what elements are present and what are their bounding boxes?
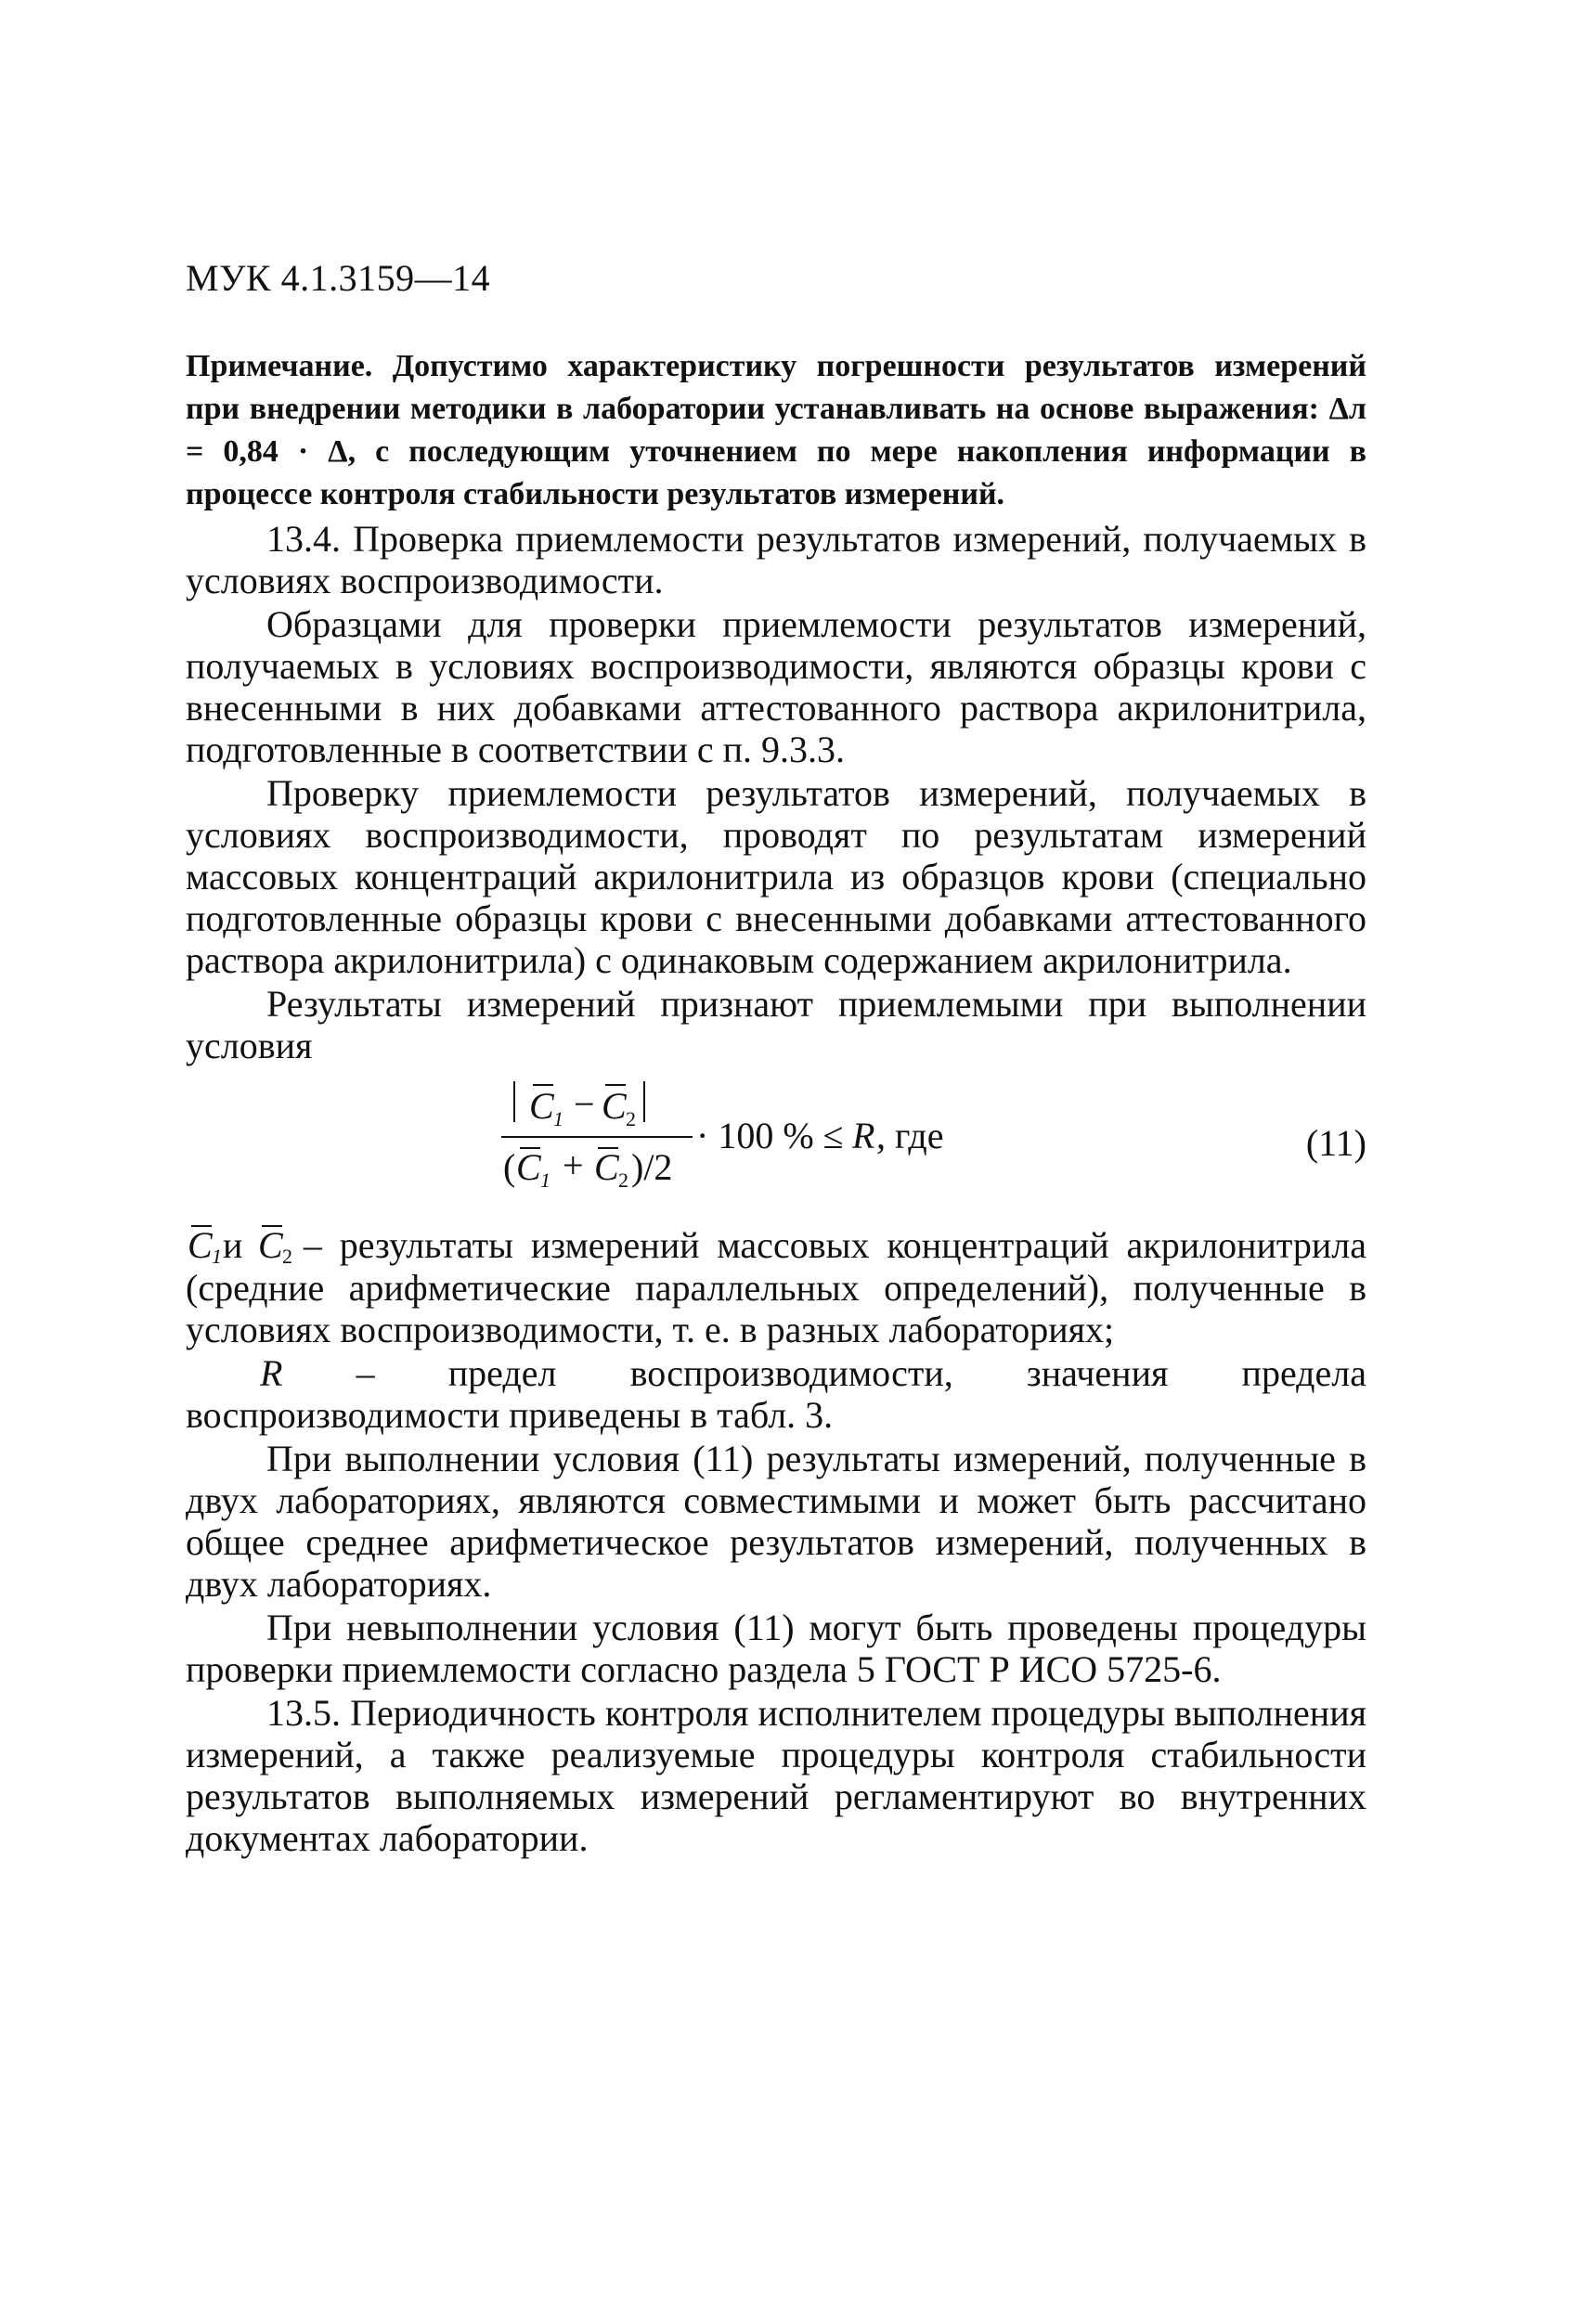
den-sub2: 2 xyxy=(618,1168,628,1192)
def-r-symbol: R xyxy=(260,1352,283,1394)
def-c2: C xyxy=(258,1224,283,1266)
den-c2: C xyxy=(594,1146,619,1188)
formula-11 xyxy=(186,1074,1366,1213)
def-sub2: 2 xyxy=(282,1245,292,1268)
def-c1: C xyxy=(188,1224,213,1266)
paragraph-procedure: Проверку приемлемости результатов измерений, получаемых в условиях воспроизводимости, проводят по результатам измерений массовых концентраций акрилонитрила из образцов крови (специально подготовленные образцы крови с внесенными добавками аттестованного раствора акрилонитрила) с одинаковым содержанием акрилонитрила. xyxy=(186,772,1366,981)
section-13-5: 13.5. Периодичность контроля исполнителем процедуры выполнения измерений, а также реализуемые процедуры контроля стабильности результатов выполняемых измерений регламентируют во внутренних документах лаборатории. xyxy=(186,1692,1366,1859)
den-open: ( xyxy=(503,1146,516,1188)
den-half: )/2 xyxy=(631,1146,673,1188)
definition-r xyxy=(186,1352,1366,1436)
num-c1: C xyxy=(529,1085,554,1127)
formula-mult: · 100 % ≤ xyxy=(696,1115,844,1156)
formula-r: R xyxy=(852,1115,875,1156)
formula-number: (11) xyxy=(1305,1122,1366,1164)
paragraph-compatible: При выполнении условия (11) результаты измерений, полученные в двух лабораториях, являются совместимыми и может быть рассчитано общее среднее арифметическое результатов измерений, полученных в двух лабораториях. xyxy=(186,1438,1366,1605)
definition-c1-c2 xyxy=(186,1222,1366,1350)
num-sub2: 2 xyxy=(626,1107,636,1130)
den-sub1: 1 xyxy=(540,1168,550,1192)
main-text xyxy=(186,518,1366,1861)
paragraph-not-met: При невыполнении условия (11) могут быть проведены процедуры проверки приемлемости согласно раздела 5 ГОСТ Р ИСО 5725-6. xyxy=(186,1607,1366,1690)
definition-r-text: – предел воспроизводимости, значения предела воспроизводимости приведены в табл. 3. xyxy=(186,1352,1366,1436)
note-text: Допустимо характеристику погрешности результатов измерений при внедрении методики в лаборатории устанавливать на основе выражения: Δл = 0,84 · Δ, с последующим уточнением по мере накопления информации в процессе контроля стабильности результатов измерений. xyxy=(186,349,1366,511)
section-13-4: 13.4. Проверка приемлемости результатов измерений, получаемых в условиях воспроизводимости. xyxy=(186,518,1366,601)
num-sub1: 1 xyxy=(553,1107,563,1130)
document-code: МУК 4.1.3159—14 xyxy=(186,257,491,299)
definition-c-text: – результаты измерений массовых концентраций акрилонитрила (средние арифметические параллельных определений), полученные в условиях воспроизводимости, т. е. в разных лабораториях; xyxy=(186,1224,1367,1350)
num-c2: C xyxy=(602,1085,627,1127)
def-sub1: 1 xyxy=(212,1245,222,1268)
def-and: и xyxy=(223,1224,243,1266)
num-minus: − xyxy=(574,1083,595,1125)
def-c-symbols xyxy=(186,1222,292,1268)
paragraph-condition: Результаты измерений признают приемлемыми при выполнении условия xyxy=(186,983,1366,1066)
formula-where: , где xyxy=(876,1115,944,1156)
den-c1: C xyxy=(516,1146,541,1188)
paragraph-samples: Образцами для проверки приемлемости результатов измерений, получаемых в условиях воспроизводимости, являются образцы крови с внесенными в них добавками аттестованного раствора акрилонитрила, подготовленные в соответствии с п. 9.3.3. xyxy=(186,603,1366,770)
formula-expression xyxy=(501,1074,1151,1204)
note-block xyxy=(186,345,1366,516)
den-plus: + xyxy=(563,1144,584,1186)
note-lead: Примечание. xyxy=(186,349,373,383)
